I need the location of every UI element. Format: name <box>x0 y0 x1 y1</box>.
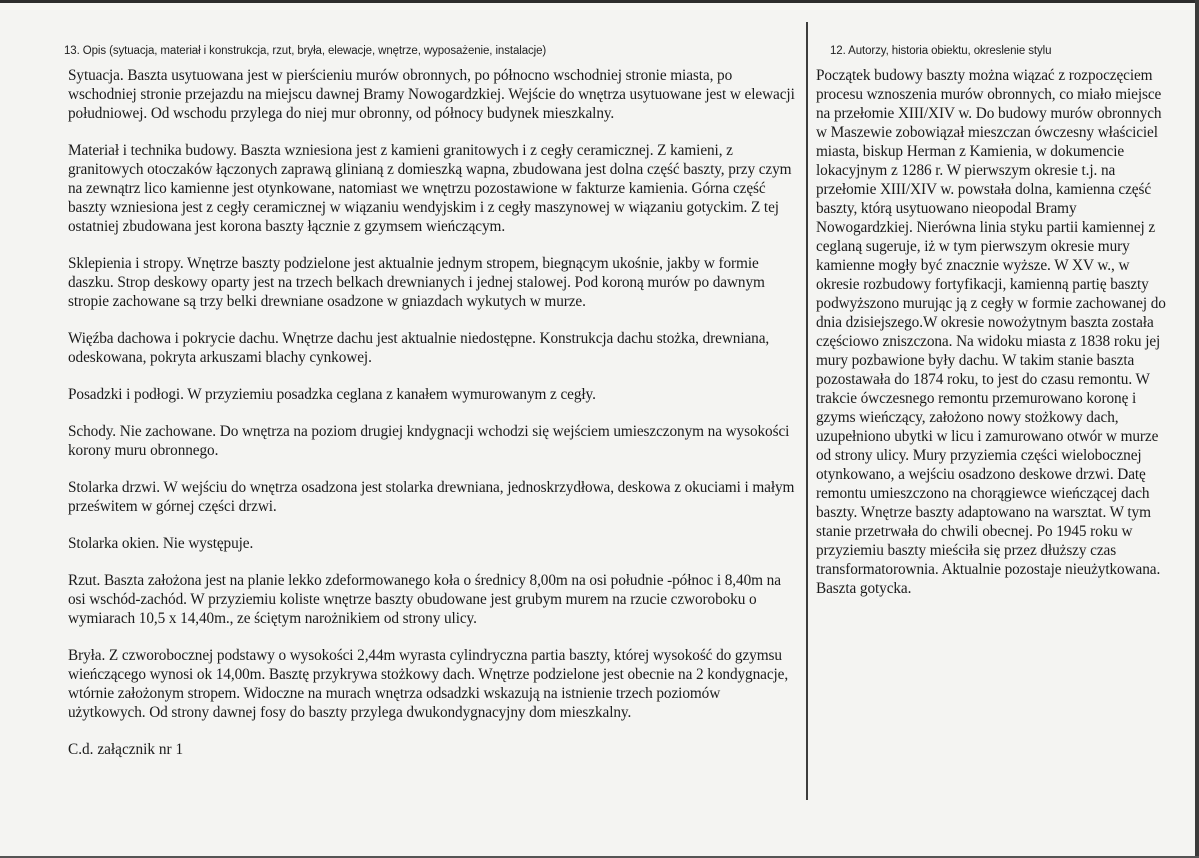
paragraph-material: Materiał i technika budowy. Baszta wzniesiona jest z kamieni granitowych i z cegły ceramicznej. Z kamieni, z granitowych otoczaków łączonych zaprawą glinianą z domieszką wapna, zbudowana jest dolna część baszty, przy czym na zewnątrz lico kamienne jest otynkowane, natomiast we wnętrzu pozostawione w fakturze kamienia. Górna część baszty wzniesiona jest z cegły ceramicznej w wiązaniu wendyjskim i z cegły maszynowej w wiązaniu gotyckim. Z tej ostatniej zbudowana jest korona baszty łącznie z gzymsem wieńczącym. <box>68 142 792 235</box>
scan-edge-top <box>0 0 1199 3</box>
paragraph-stairs: Schody. Nie zachowane. Do wnętrza na poziom drugiej kndygnacji wchodzi się wejściem umieszczonym na wysokości korony muru obronnego. <box>68 423 790 459</box>
history-column <box>816 44 1166 598</box>
paragraph-ceilings: Sklepienia i stropy. Wnętrze baszty podzielone jest aktualnie jednym stropem, biegnącym ukośnie, jakby w formie daszku. Strop deskowy oparty jest na trzech belkach drewnianych i jednej stalowej. Pod koroną murów po dawnym stropie zachowane są trzy belki drewniane osadzone w gniazdach wykutych w murze. <box>68 255 765 310</box>
paragraph-floors: Posadzki i podłogi. W przyziemiu posadzka ceglana z kanałem wymurowanym z cegły. <box>68 386 596 403</box>
description-heading: 13. Opis (sytuacja, materiał i konstrukcja, rzut, bryła, elewacje, wnętrze, wyposażenie, instalacje) <box>64 45 547 57</box>
paragraph-plan: Rzut. Baszta założona jest na planie lekko zdeformowanego koła o średnicy 8,00m na osi południe -północ i 8,40m na osi wschód-zachód. W przyziemiu koliste wnętrze baszty obudowane jest grubym murem na rzucie czworoboku o wymiarach 10,5 x 14,40m., ze ściętym narożnikiem od strony ulicy. <box>68 572 781 627</box>
paragraph-windows: Stolarka okien. Nie występuje. <box>68 535 254 552</box>
history-heading: 12. Autorzy, historia obiektu, okreslenie stylu <box>830 45 1052 57</box>
description-column <box>64 44 800 759</box>
scan-edge-right <box>1195 0 1199 858</box>
paragraph-doors: Stolarka drzwi. W wejściu do wnętrza osadzona jest stolarka drewniana, jednoskrzydłowa, deskowa z okuciami i małym prześwitem w górnej części drzwi. <box>68 479 795 515</box>
paragraph-history: Początek budowy baszty można wiązać z rozpoczęciem procesu wznoszenia murów obronnych, co miało miejsce na przełomie XIII/XIV w. Do budowy murów obronnych w Maszewie zobowiązał mieszczan ówczesny właściciel miasta, biskup Herman z Kamienia, w dokumencie lokacyjnym z 1286 r. W pierwszym okresie t.j. na przełomie XIII/XIV w. powstała dolna, kamienna część baszty, którą usytuowano nieopodal Bramy Nowogardzkiej. Nierówna linia styku partii kamiennej z ceglaną sugeruje, iż w tym pierwszym okresie mury kamienne mogły być znacznie wyższe. W XV w., w okresie rozbudowy fortyfikacji, kamienną partię baszty podwyższono murując ją z cegły w formie zachowanej do dnia dzisiejszego.W okresie nowożytnym baszta została częściowo zniszczona. Na widoku miasta z 1838 roku jej mury pozbawione były dachu. W takim stanie baszta pozostawała do 1874 roku, to jest do czasu remontu. W trakcie ówczesnego remontu przemurowano koronę i gzyms wieńczący, założono nowy stożkowy dach, uzupełniono ubytki w licu i zamurowano otwór w murze od strony ulicy. Mury przyziemia części wielobocznej otynkowano, a wejściu osadzono deskowe drzwi. Datę remontu umieszczono na chorągiewce wieńczącej dach baszty. Wnętrze baszty adaptowano na warsztat. W tym stanie przetrwała do chwili obecnej. Po 1945 roku w przyziemiu baszty mieściła się przez dłuższy czas transformatorownia. Aktualnie pozostaje nieużytkowana. <box>816 67 1166 578</box>
paragraph-situation: Sytuacja. Baszta usytuowana jest w pierścieniu murów obronnych, po północno wschodniej stronie miasta, po wschodniej stronie przejazdu na miejscu dawnej Bramy Nowogardzkiej. Wejście do wnętrza usytuowane jest w elewacji południowej. Od wschodu przylega do niej mur obronny, od północy budynek mieszkalny. <box>68 67 795 122</box>
continuation-note: C.d. załącznik nr 1 <box>68 741 184 758</box>
paragraph-roof: Więźba dachowa i pokrycie dachu. Wnętrze dachu jest aktualnie niedostępne. Konstrukcja dachu stożka, drewniana, odeskowana, pokryta arkuszami blachy cynkowej. <box>68 330 770 366</box>
paragraph-massing: Bryła. Z czworobocznej podstawy o wysokości 2,44m wyrasta cylindryczna partia baszty, której wysokość do gzymsu wieńczącego wynosi ok 14,00m. Basztę przykrywa stożkowy dach. Wnętrze podzielone jest obecnie na 2 kondygnacje, wtórnie założonym stropem. Widoczne na murach wnętrza odsadzki wskazują na istnienie trzech poziomów użytkowych. Od strony dawnej fosy do baszty przylega dwukondygnacyjny dom mieszkalny. <box>68 647 789 721</box>
style-statement: Baszta gotycka. <box>816 580 912 597</box>
column-divider <box>806 22 808 800</box>
